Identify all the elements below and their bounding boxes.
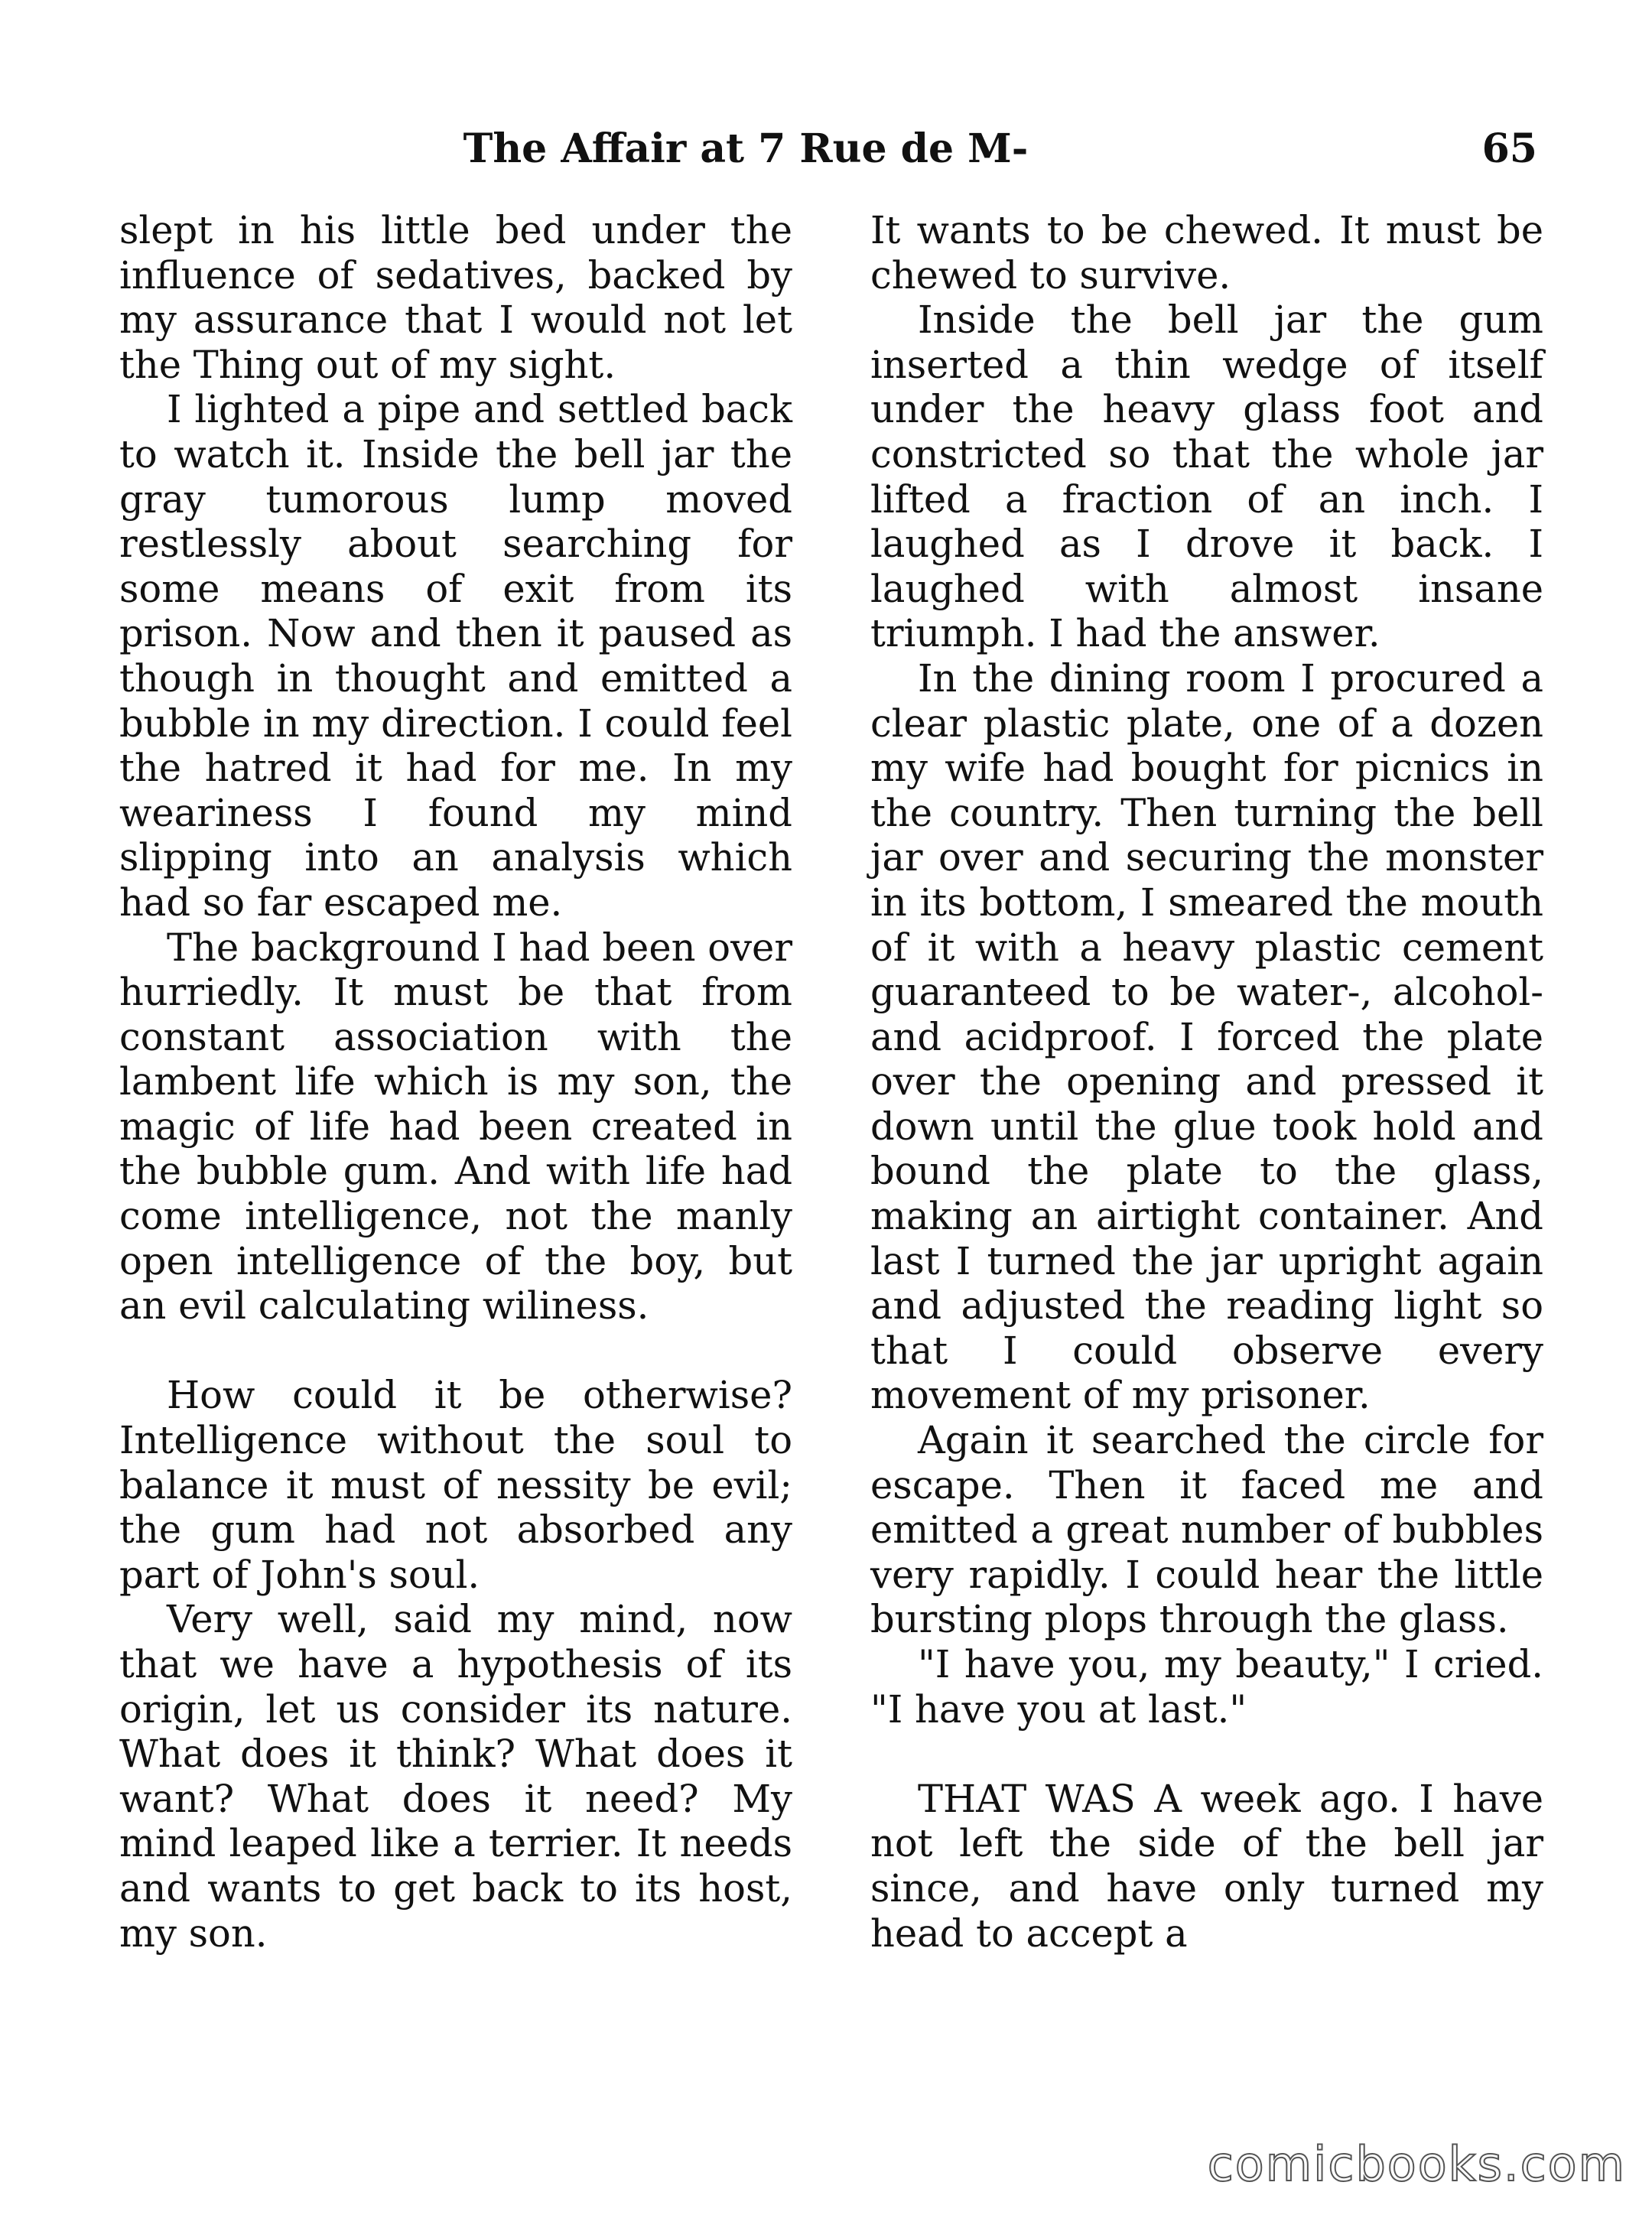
left-column: [119, 208, 792, 1956]
page-number: 65: [1481, 125, 1537, 172]
watermark-text: comicbooks.com: [1207, 2136, 1626, 2192]
paragraph: In the dining room I procured a clear plastic plate, one of a dozen my wife had bought for picnics in the country. Then turning the bell jar over and securing the monster in its bottom, I smeared the mouth of it with a heavy plastic cement guaranteed to be water-, alcohol- and acidproof. I forced the plate over the opening and pressed it down until the glue took hold and bound the plate to the glass, making an airtight container. And last I turned the jar upright again and adjusted the reading light so that I could observe every movement of my prisoner.: [870, 655, 1543, 1418]
paragraph: Again it searched the circle for escape. Then it faced me and emitted a great number of bubbles very rapidly. I could hear the little bursting plops through the glass.: [870, 1418, 1543, 1642]
paragraph: Very well, said my mind, now that we have a hypothesis of its origin, let us consider its nature. What does it think? What does it want? What does it need? My mind leaped like a terrier. It needs and wants to get back to its host, my son.: [119, 1597, 792, 1956]
section-break: [119, 1329, 792, 1374]
right-column: [870, 208, 1543, 1956]
paragraph: THAT WAS A week ago. I have not left the side of the bell jar since, and have only turned my head to accept a: [870, 1776, 1543, 1956]
running-title: The Affair at 7 Rue de M-: [463, 125, 1029, 172]
section-break: [870, 1732, 1543, 1777]
paragraph: I lighted a pipe and settled back to watch it. Inside the bell jar the gray tumorous lump moved restlessly about searching for some means of exit from its prison. Now and then it paused as though in thought and emitted a bubble in my direction. I could feel the hatred it had for me. In my weariness I found my mind slipping into an analysis which had so far escaped me.: [119, 387, 792, 925]
paragraph: slept in his little bed under the influence of sedatives, backed by my assurance that I would not let the Thing out of my sight.: [119, 208, 792, 387]
paragraph: Inside the bell jar the gum inserted a thin wedge of itself under the heavy glass foot and constricted so that the whole jar lifted a fraction of an inch. I laughed as I drove it back. I laughed with almost insane triumph. I had the answer.: [870, 298, 1543, 656]
page-header: [115, 122, 1537, 176]
paragraph: "I have you, my beauty," I cried. "I have you at last.": [870, 1642, 1543, 1732]
paragraph: How could it be otherwise? Intelligence without the soul to balance it must of nessity be evil; the gum had not absorbed any part of John's soul.: [119, 1373, 792, 1597]
paragraph: It wants to be chewed. It must be chewed to survive.: [870, 208, 1543, 298]
paragraph: The background I had been over hurriedly. It must be that from constant association with the lambent life which is my son, the magic of life had been created in the bubble gum. And with life had come intelligence, not the manly open intelligence of the boy, but an evil calculating wiliness.: [119, 925, 792, 1329]
